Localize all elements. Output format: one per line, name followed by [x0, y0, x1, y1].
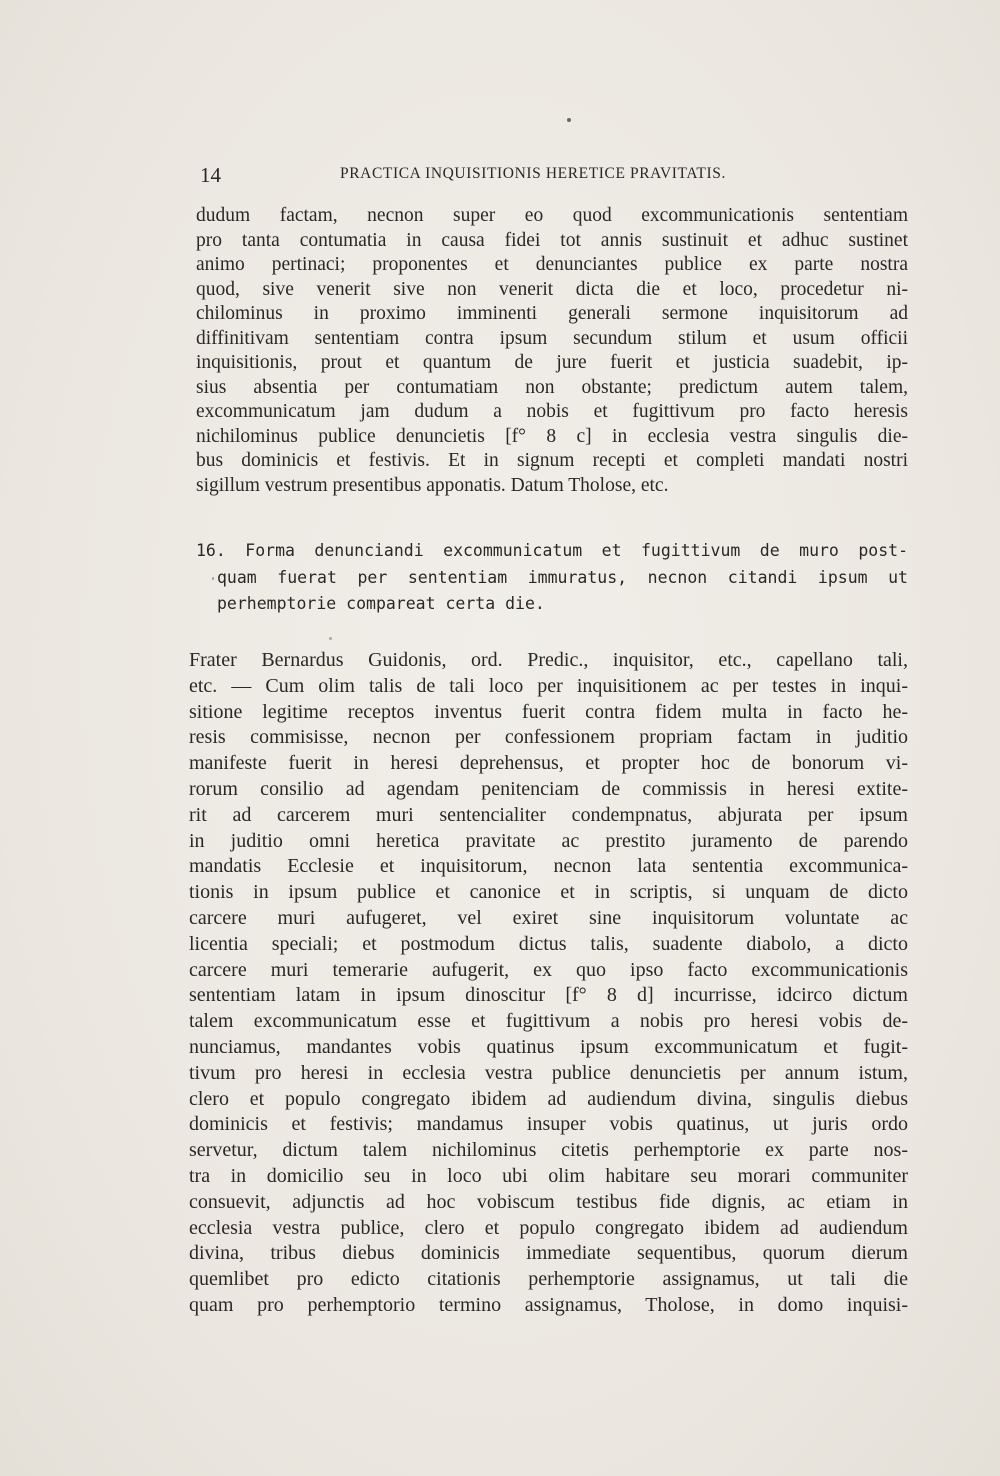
text-line: carcere muri aufugeret, vel exiret sine inquisitorum voluntate ac	[189, 906, 908, 929]
ink-speck	[329, 637, 332, 640]
text-line: rorum consilio ad agendam penitenciam de commissis in heresi extite-	[189, 777, 908, 800]
text-line: sigillum vestrum presentibus apponatis. Datum Tholose, etc.	[196, 474, 669, 496]
text-line: manifeste fuerit in heresi deprehensus, et propter hoc de bonorum vi-	[189, 752, 908, 775]
heading-line: quam fuerat per sententiam immuratus, necnon citandi ipsum ut	[217, 567, 908, 587]
paragraph-form	[189, 648, 908, 1319]
text-line: quod, sive venerit sive non venerit dicta die et loco, procedetur ni-	[196, 278, 908, 300]
paragraph-continued	[196, 204, 908, 498]
heading-line: perhemptorie compareat certa die.	[217, 594, 545, 613]
text-line: pro tanta contumatia in causa fidei tot annis sustinuit et adhuc sustinet	[196, 229, 908, 251]
text-line: diffinitivam sententiam contra ipsum secundum stilum et usum officii	[196, 327, 908, 349]
text-line: carcere muri temerarie aufugerit, ex quo ipso facto excommunicationis	[189, 958, 908, 981]
text-line: nunciamus, mandantes vobis quatinus ipsum excommunicatum et fugit-	[189, 1035, 908, 1058]
text-line: bus dominicis et festivis. Et in signum recepti et completi mandati nostri	[196, 450, 908, 471]
text-line: servetur, dictum talem nichilominus citetis perhemptorie ex parte nos-	[189, 1139, 908, 1162]
text-line: in juditio omni heretica pravitate ac prestito juramento de parendo	[189, 829, 908, 852]
text-line: dudum factam, necnon super eo quod excommunicationis sententiam	[196, 205, 908, 226]
text-line: inquisitionis, prout et quantum de jure fuerit et justicia suadebit, ip-	[196, 352, 908, 373]
running-head	[200, 163, 908, 193]
text-line: tra in domicilio seu in loco ubi olim habitare seu morari communiter	[189, 1164, 908, 1187]
text-line: tivum pro heresi in ecclesia vestra publice denuncietis per annum istum,	[189, 1061, 908, 1084]
text-line: sitione legitime receptos inventus fuerit contra fidem multa in facto he-	[189, 700, 908, 723]
text-line: sententiam latam in ipsum dinoscitur [f° 8 d] incurrisse, idcirco dictum	[189, 984, 908, 1007]
text-line: tionis in ipsum publice et canonice et in scriptis, si unquam de dicto	[189, 881, 908, 904]
text-line: talem excommunicatum esse et fugittivum a nobis pro heresi vobis de-	[189, 1010, 908, 1033]
text-line: nichilominus publice denuncietis [f° 8 c] in ecclesia vestra singulis die-	[196, 425, 908, 447]
text-line: sius absentia per contumatiam non obstante; predictum autem talem,	[196, 376, 908, 398]
text-line: quemlibet pro edicto citationis perhemptorie assignamus, ut tali die	[189, 1268, 908, 1291]
text-line: licentia speciali; et postmodum dictus talis, suadente diabolo, a dicto	[189, 932, 908, 955]
text-line: ecclesia vestra publice, clero et populo congregato ibidem ad audiendum	[189, 1216, 908, 1239]
heading-line: 16. Forma denunciandi excommunicatum et fugittivum de muro post-	[196, 541, 908, 560]
text-line: quam pro perhemptorio termino assignamus, Tholose, in domo inquisi-	[189, 1293, 908, 1316]
text-line: animo pertinaci; proponentes et denunciantes publice ex parte nostra	[196, 254, 908, 275]
text-line: Frater Bernardus Guidonis, ord. Predic., inquisitor, etc., capellano tali,	[189, 649, 908, 671]
text-line: chilominus in proximo imminenti generali sermone inquisitorum ad	[196, 303, 908, 324]
text-line: dominicis et festivis; mandamus insuper vobis quatinus, ut juris ordo	[189, 1113, 908, 1136]
text-line: mandatis Ecclesie et inquisitorum, necnon lata sententia excommunica-	[189, 855, 908, 878]
text-line: etc. — Cum olim talis de tali loco per inquisitionem ac per testes in inqui-	[189, 674, 908, 697]
section-heading	[196, 538, 908, 618]
running-title: PRACTICA INQUISITIONIS HERETICE PRAVITATIS.	[340, 165, 726, 182]
text-line: clero et populo congregato ibidem ad audiendum divina, singulis diebus	[189, 1087, 908, 1110]
text-line: resis commisisse, necnon per confessionem propriam factam in juditio	[189, 726, 908, 749]
text-line: consuevit, adjunctis ad hoc vobiscum testibus fide dignis, ac etiam in	[189, 1190, 908, 1213]
text-line: rit ad carcerem muri sentencialiter condempnatus, abjurata per ipsum	[189, 803, 908, 826]
page-number: 14	[200, 163, 221, 187]
text-line: excommunicatum jam dudum a nobis et fugittivum pro facto heresis	[196, 401, 908, 422]
ink-speck	[567, 118, 571, 122]
text-line: divina, tribus diebus dominicis immediate sequentibus, quorum dierum	[189, 1242, 908, 1265]
